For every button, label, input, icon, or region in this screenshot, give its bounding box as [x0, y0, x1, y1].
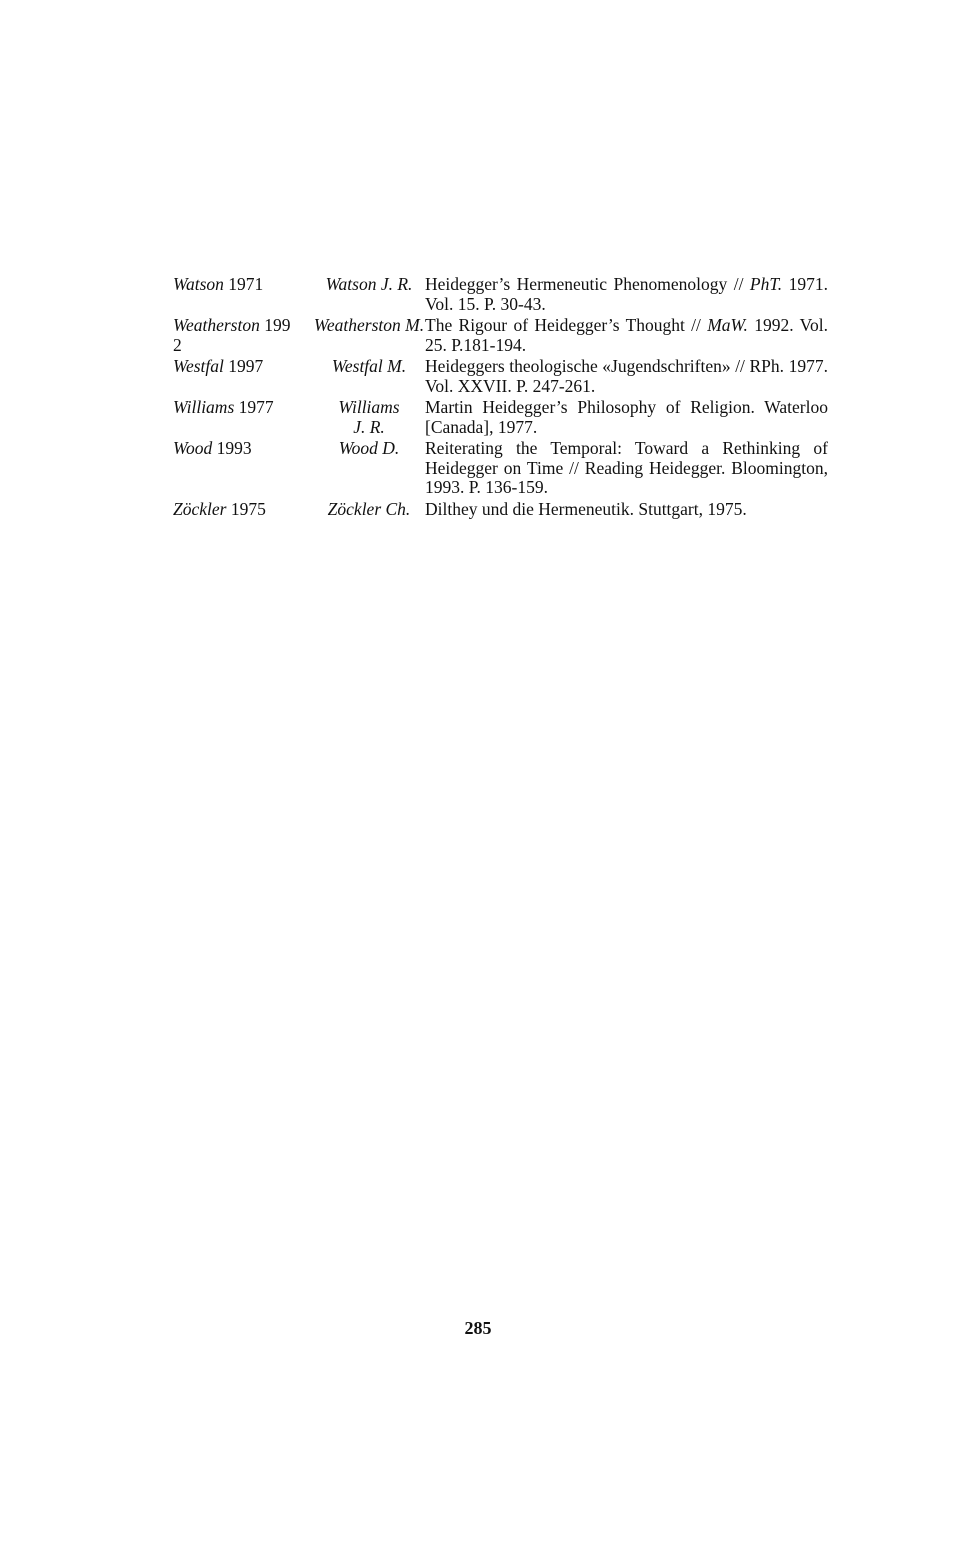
entry-key	[173, 316, 297, 355]
entry-key-year: 1993	[216, 438, 252, 458]
bibliography-entry	[173, 439, 828, 498]
entry-key-year: 1971	[228, 274, 264, 294]
entry-citation	[425, 275, 828, 314]
entry-citation-text: Dilthey und die Hermeneutik. Stuttgart, 1975.	[425, 498, 747, 519]
entry-key-author: Watson	[173, 274, 224, 294]
entry-citation-text: Heideggers theologische «Jugendschriften» // RPh. 1977. Vol. XXVII. P. 247-261.	[425, 356, 828, 396]
entry-key-author: Wood	[173, 438, 213, 458]
entry-ref-author	[313, 398, 425, 437]
entry-key-author: Westfal	[173, 356, 224, 376]
entry-ref-author-text: Weatherston M.	[313, 315, 425, 335]
entry-ref-author-text: Williams J. R.	[338, 397, 400, 437]
entry-citation-journal: PhT.	[749, 274, 783, 294]
entry-citation-text: The Rigour of Heidegger’s Thought //	[425, 315, 708, 335]
entry-citation	[425, 357, 828, 396]
entry-citation	[425, 316, 828, 355]
entry-key-year: 1977	[238, 397, 274, 417]
entry-ref-author-text: Wood D.	[338, 438, 400, 458]
entry-citation	[425, 398, 828, 437]
bibliography-entry	[173, 500, 828, 520]
entry-key-year: 1975	[230, 498, 266, 519]
entry-ref-author	[313, 500, 425, 520]
bibliography-list	[173, 275, 828, 519]
entry-key	[173, 439, 313, 459]
entry-ref-author	[313, 439, 425, 459]
entry-citation	[425, 439, 828, 498]
entry-citation-text: Reiterating the Temporal: Toward a Rethinking of Heidegger on Time // Reading Heidegger. Bloomington, 1993. P. 136-159.	[425, 438, 828, 497]
entry-citation	[425, 500, 828, 520]
entry-key	[173, 275, 313, 295]
bibliography-entry	[173, 316, 828, 355]
entry-key-author: Weatherston	[173, 315, 260, 335]
entry-key	[173, 398, 313, 418]
entry-ref-author-text: Westfal M.	[331, 356, 407, 376]
entry-citation-tail: 1971. Vol. 15. P. 30-43.	[425, 274, 828, 314]
entry-citation-text: Heidegger’s Hermeneutic Phenomenology //	[425, 274, 750, 294]
entry-citation-text: Martin Heidegger’s Philosophy of Religion. Waterloo [Canada], 1977.	[425, 397, 828, 437]
bibliography-entry	[173, 357, 828, 396]
entry-key-year: 1997	[228, 356, 264, 376]
entry-key-author: Zöckler	[173, 498, 227, 519]
entry-key-year: 1992	[173, 315, 291, 355]
bibliography-entry	[173, 398, 828, 437]
entry-citation-tail: 1992. Vol. 25. P.181-194.	[425, 315, 828, 355]
page-number: 285	[464, 1318, 492, 1338]
entry-ref-author	[313, 316, 425, 336]
bibliography-entry	[173, 275, 828, 314]
entry-ref-author-text: Watson J. R.	[325, 274, 413, 294]
entry-ref-author	[313, 275, 425, 295]
entry-key	[173, 500, 313, 520]
entry-ref-author	[313, 357, 425, 377]
entry-ref-author-text: Zöckler Ch.	[327, 498, 411, 519]
entry-key-author: Williams	[173, 397, 235, 417]
entry-citation-journal: MaW.	[707, 315, 748, 335]
entry-key	[173, 357, 313, 377]
